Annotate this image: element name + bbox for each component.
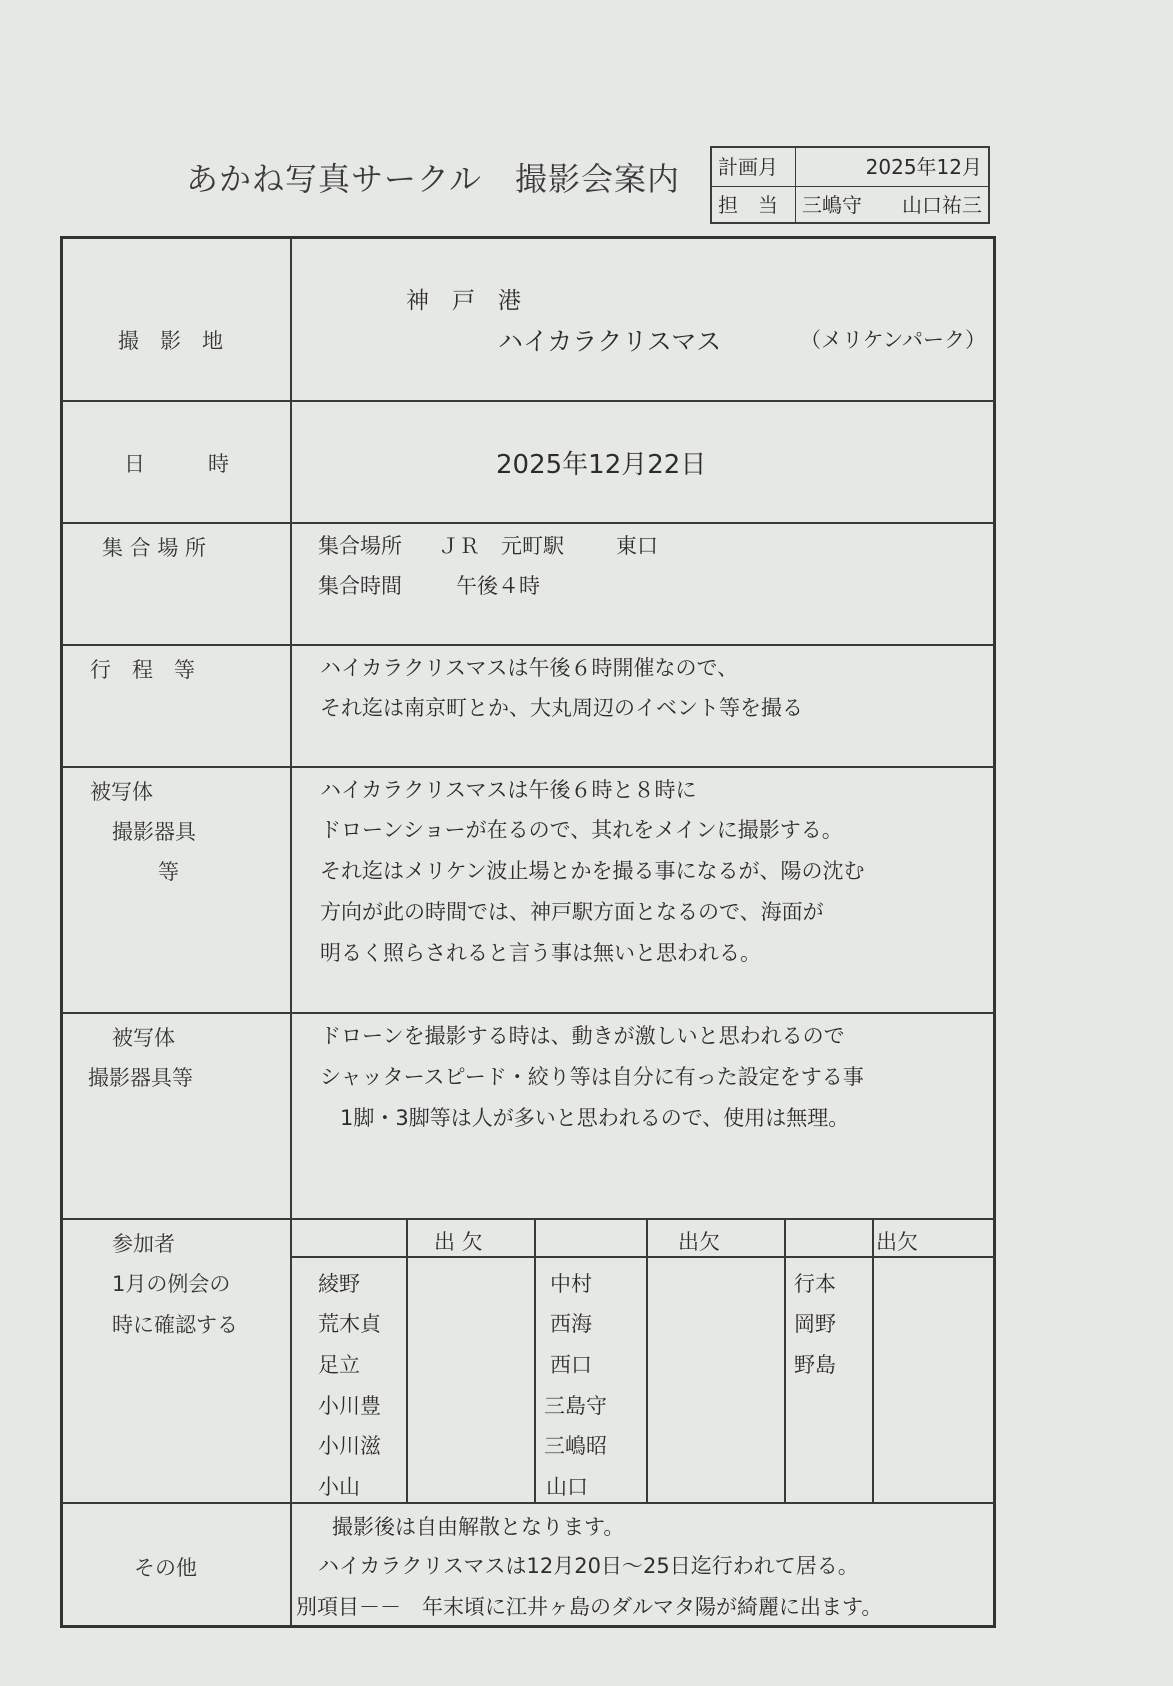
location-note: （メリケンパーク） <box>800 328 987 352</box>
participant-name: 岡野 <box>794 1312 836 1336</box>
subject2-line: シャッタースピード・絞り等は自分に有った設定をする事 <box>320 1065 864 1089</box>
participants-col-line <box>646 1218 648 1502</box>
row-divider <box>62 1502 996 1504</box>
subject2-label-line: 被写体 <box>112 1026 175 1050</box>
subject1-line: ドローンショーが在るので、其れをメインに撮影する。 <box>320 818 843 842</box>
attend-header: 出欠 <box>876 1230 918 1254</box>
participant-name: 中村 <box>550 1272 592 1296</box>
subject2-line: 1脚・3脚等は人が多いと思われるので、使用は無理。 <box>340 1106 850 1130</box>
subject2-line: ドローンを撮影する時は、動きが激しいと思われるので <box>320 1024 845 1048</box>
row-divider <box>62 766 996 768</box>
datetime-value: 2025年12月22日 <box>496 450 707 480</box>
subject2-label-line: 撮影器具等 <box>88 1066 193 1090</box>
participants-col-line <box>784 1218 786 1502</box>
location-label: 撮 影 地 <box>118 329 223 353</box>
subject1-line: 明るく照らされると言う事は無いと思われる。 <box>320 941 761 965</box>
itinerary-label: 行 程 等 <box>90 658 195 682</box>
participant-name: 足立 <box>318 1353 360 1377</box>
meeting-place-value: ＪＲ 元町駅 <box>438 534 564 558</box>
subject1-label-line: 等 <box>158 860 179 884</box>
participant-name: 野島 <box>794 1353 836 1377</box>
other-line: ハイカラクリスマスは12月20日～25日迄行われて居る。 <box>318 1554 859 1578</box>
row-divider <box>62 644 996 646</box>
row-divider <box>62 1012 996 1014</box>
plan-staff-label: 担 当 <box>712 186 796 224</box>
attend-header: 出欠 <box>678 1230 720 1254</box>
label-divider <box>290 238 292 1626</box>
participant-name: 山口 <box>546 1475 588 1499</box>
location-line2: ハイカラクリスマス <box>498 327 722 356</box>
participants-label-line: 参加者 <box>112 1232 175 1256</box>
plan-staff-value <box>798 186 982 224</box>
participant-name: 行本 <box>794 1272 836 1296</box>
participants-col-line <box>872 1218 874 1502</box>
attend-header: 出 欠 <box>434 1230 483 1254</box>
participant-name: 綾野 <box>318 1272 360 1296</box>
meeting-place-exit: 東口 <box>616 534 658 558</box>
plan-staff-1: 三嶋守 <box>802 193 862 217</box>
plan-box <box>710 146 990 224</box>
other-label: その他 <box>134 1556 197 1580</box>
participants-col-line <box>406 1218 408 1502</box>
meeting-time-value: 午後４時 <box>456 574 540 598</box>
plan-staff-2: 山口祐三 <box>902 193 982 217</box>
row-divider <box>62 522 996 524</box>
itinerary-line: それ迄は南京町とか、大丸周辺のイベント等を撮る <box>320 696 803 720</box>
meeting-place-label: 集合場所 <box>318 534 402 558</box>
plan-month-label: 計画月 <box>712 148 796 186</box>
other-line: 撮影後は自由解散となります。 <box>332 1515 625 1539</box>
page-title: あかね写真サークル 撮影会案内 <box>186 160 681 198</box>
row-divider <box>62 400 996 402</box>
participants-label-line: 1月の例会の <box>112 1272 231 1296</box>
other-line: 別項目－－ 年末頃に江井ヶ島のダルマタ陽が綺麗に出ます。 <box>296 1595 883 1619</box>
participant-name: 小川滋 <box>318 1434 381 1458</box>
participant-name: 三嶋昭 <box>544 1434 607 1458</box>
plan-month-row <box>712 148 988 187</box>
participant-name: 西口 <box>550 1353 592 1377</box>
row-divider <box>62 1218 996 1220</box>
participants-label-line: 時に確認する <box>112 1313 238 1337</box>
participant-name: 三島守 <box>544 1394 607 1418</box>
plan-staff-row <box>712 186 988 224</box>
meeting-label: 集 合 場 所 <box>102 536 207 560</box>
participant-name: 西海 <box>550 1312 592 1336</box>
itinerary-line: ハイカラクリスマスは午後６時開催なので、 <box>320 656 739 680</box>
location-line1: 神 戸 港 <box>406 288 521 314</box>
subject1-line: ハイカラクリスマスは午後６時と８時に <box>320 778 697 802</box>
participants-header-line <box>292 1256 996 1258</box>
participants-col-line <box>534 1218 536 1502</box>
participant-name: 小川豊 <box>318 1394 381 1418</box>
participant-name: 荒木貞 <box>318 1312 381 1336</box>
plan-month-value: 2025年12月 <box>865 155 982 179</box>
participant-name: 小山 <box>318 1475 360 1499</box>
datetime-label: 日 時 <box>124 452 229 476</box>
meeting-time-label: 集合時間 <box>318 574 402 598</box>
subject1-line: それ迄はメリケン波止場とかを撮る事になるが、陽の沈む <box>320 859 865 883</box>
subject1-line: 方向が此の時間では、神戸駅方面となるので、海面が <box>320 900 824 924</box>
subject1-label-line: 撮影器具 <box>112 820 196 844</box>
subject1-label-line: 被写体 <box>90 780 153 804</box>
